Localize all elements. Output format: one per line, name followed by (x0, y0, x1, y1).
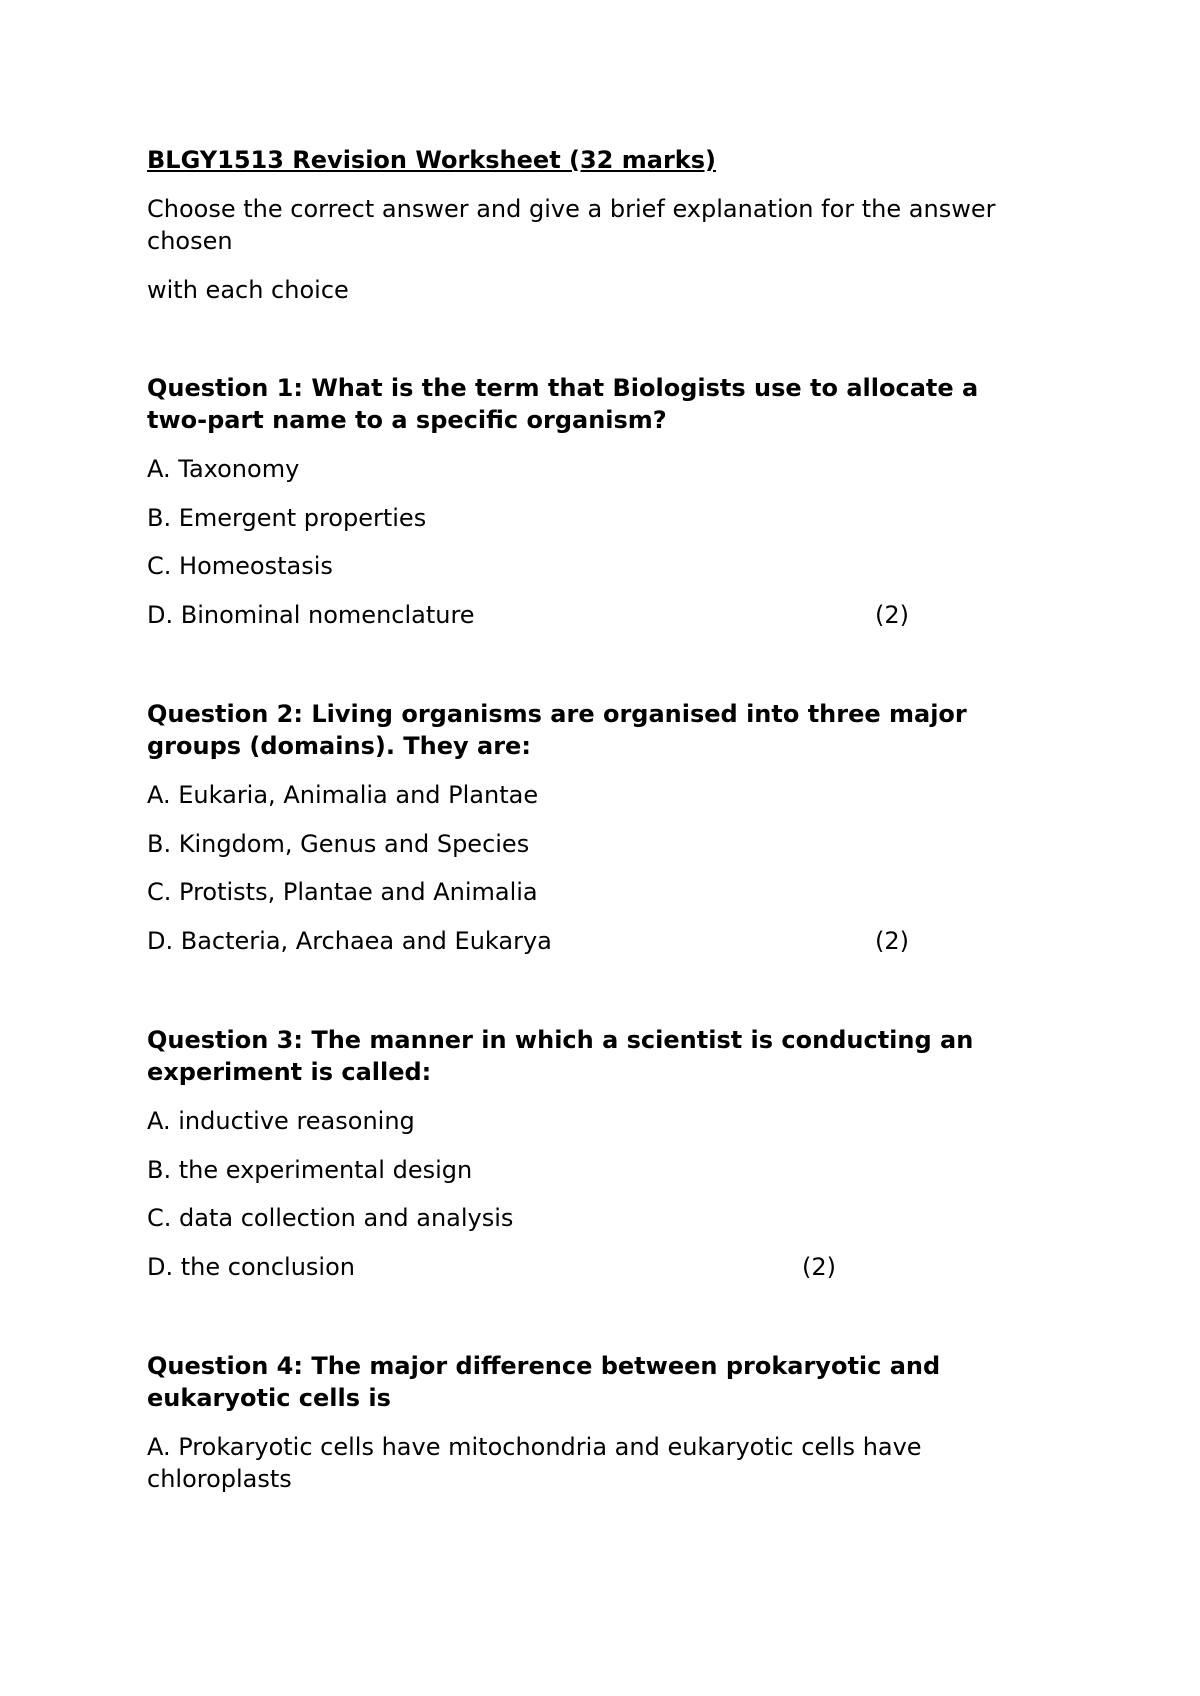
question-1-marks: (2) (875, 601, 909, 629)
question-4-option-a-line-2: chloroplasts (147, 1465, 292, 1493)
question-2-option-b: B. Kingdom, Genus and Species (147, 830, 530, 858)
instructions-line-3: with each choice (147, 276, 349, 304)
question-3-text-line-1: Question 3: The manner in which a scientist is conducting an (147, 1026, 974, 1054)
question-2-option-d: D. Bacteria, Archaea and Eukarya (147, 927, 552, 955)
question-2-option-c: C. Protists, Plantae and Animalia (147, 878, 538, 906)
question-3-marks: (2) (802, 1253, 836, 1281)
worksheet-title: BLGY1513 Revision Worksheet (32 marks) (147, 146, 716, 174)
question-1-option-d: D. Binominal nomenclature (147, 601, 475, 629)
question-1-option-c: C. Homeostasis (147, 552, 333, 580)
question-3-text-line-2: experiment is called: (147, 1058, 432, 1086)
question-2-marks: (2) (875, 927, 909, 955)
question-4-option-a-line-1: A. Prokaryotic cells have mitochondria and eukaryotic cells have (147, 1433, 922, 1461)
question-1-text-line-1: Question 1: What is the term that Biologists use to allocate a (147, 374, 979, 402)
question-2-text-line-1: Question 2: Living organisms are organised into three major (147, 700, 967, 728)
question-3-option-b: B. the experimental design (147, 1156, 473, 1184)
question-4-text-line-2: eukaryotic cells is (147, 1384, 391, 1412)
instructions-line-1: Choose the correct answer and give a brief explanation for the answer (147, 195, 996, 223)
question-2-text-line-2: groups (domains). They are: (147, 732, 531, 760)
question-4-text-line-1: Question 4: The major difference between prokaryotic and (147, 1352, 941, 1380)
question-3-option-c: C. data collection and analysis (147, 1204, 514, 1232)
question-2-option-a: A. Eukaria, Animalia and Plantae (147, 781, 539, 809)
question-3-option-a: A. inductive reasoning (147, 1107, 415, 1135)
question-1-option-a: A. Taxonomy (147, 455, 300, 483)
question-3-option-d: D. the conclusion (147, 1253, 355, 1281)
question-1-text-line-2: two-part name to a specific organism? (147, 406, 667, 434)
question-1-option-b: B. Emergent properties (147, 504, 427, 532)
instructions-line-2: chosen (147, 227, 233, 255)
